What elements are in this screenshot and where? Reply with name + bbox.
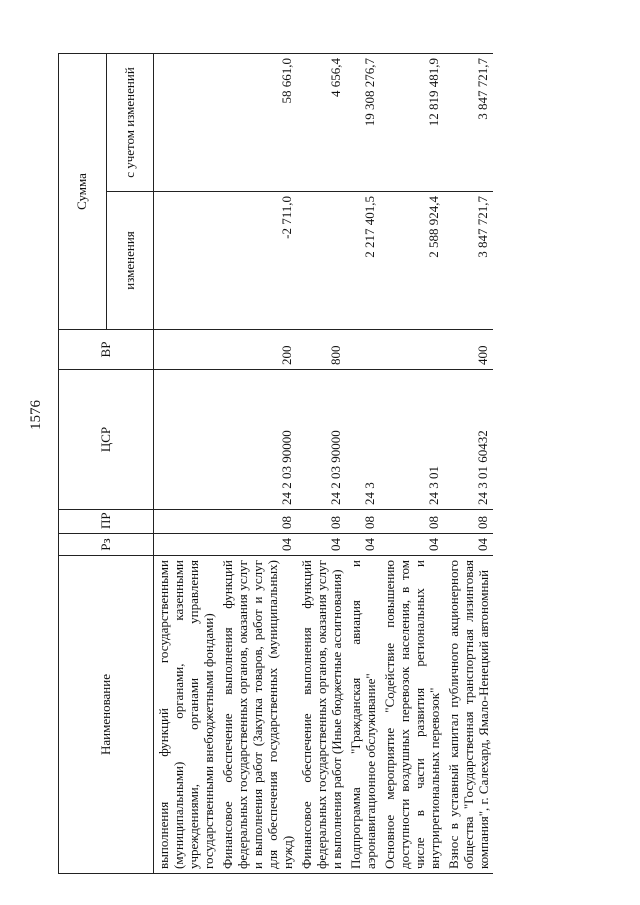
row-pr: 08 [346, 510, 380, 534]
row-pr: 08 [444, 510, 493, 534]
row-rz: 04 [218, 534, 297, 556]
row-rz: 04 [444, 534, 493, 556]
row-total: 4 656,4 [297, 54, 346, 192]
row-total: 19 308 276,7 [346, 54, 380, 192]
row-rz: 04 [346, 534, 380, 556]
row-changes [297, 192, 346, 330]
row-pr [154, 510, 219, 534]
page-number: 1576 [28, 400, 44, 430]
row-rz: 04 [380, 534, 444, 556]
row-name: выполнения функций государственными (муниципальными) органами, казенными учреждениями, органами управления государственными внебюджетными фондами) [154, 556, 219, 874]
budget-table-rotated [58, 54, 598, 874]
row-pr: 08 [380, 510, 444, 534]
row-changes: -2 711,0 [218, 192, 297, 330]
row-total: 3 847 721,7 [444, 54, 493, 192]
table-row [218, 54, 297, 874]
table-row [380, 54, 444, 874]
table-row [297, 54, 346, 874]
row-vr: 800 [297, 330, 346, 370]
row-changes: 3 847 721,7 [444, 192, 493, 330]
row-name: Основное мероприятие "Содействие повышению доступности воздушных перевозок населения, в том числе в части развития региональных и внутрирегиональных перевозок" [380, 556, 444, 874]
row-total: 58 661,0 [218, 54, 297, 192]
row-changes [154, 192, 219, 330]
header-sum: Сумма [59, 54, 107, 330]
row-name: Финансовое обеспечение выполнения функций федеральных государственных органов, оказания услуг и выполнения работ (Иные бюджетные ассигнования) [297, 556, 346, 874]
row-csr: 24 2 03 90000 [218, 370, 297, 510]
row-total: 12 819 481,9 [380, 54, 444, 192]
row-name: Финансовое обеспечение выполнения функций федеральных государственных органов, оказания услуг и выполнения работ (Закупка товаров, работ и услуг для обеспечения государственных (муниципальных) нужд) [218, 556, 297, 874]
row-csr: 24 2 03 90000 [297, 370, 346, 510]
table-row [444, 54, 493, 874]
header-vr: ВР [59, 330, 154, 370]
header-pr: ПР [59, 510, 154, 534]
table-row [346, 54, 380, 874]
header-csr: ЦСР [59, 370, 154, 510]
row-vr: 400 [444, 330, 493, 370]
row-rz [154, 534, 219, 556]
row-pr: 08 [218, 510, 297, 534]
row-name: Подпрограмма "Гражданская авиация и аэронавигационное обслуживание" [346, 556, 380, 874]
row-vr [346, 330, 380, 370]
row-csr [154, 370, 219, 510]
header-changes: изменения [106, 192, 154, 330]
row-name: Взнос в уставный капитал публичного акционерного общества "Государственная транспортная лизинговая компания", г. Салехард, Ямало-Ненецкий автономный [444, 556, 493, 874]
table-row [154, 54, 219, 874]
row-total [154, 54, 219, 192]
row-changes: 2 588 924,4 [380, 192, 444, 330]
row-csr: 24 3 [346, 370, 380, 510]
row-pr: 08 [297, 510, 346, 534]
header-with-changes: с учетом изменений [106, 54, 154, 192]
row-rz: 04 [297, 534, 346, 556]
row-vr [380, 330, 444, 370]
header-name: Наименование [59, 556, 154, 874]
row-csr: 24 3 01 [380, 370, 444, 510]
row-changes: 2 217 401,5 [346, 192, 380, 330]
budget-table [58, 53, 493, 874]
row-csr: 24 3 01 60432 [444, 370, 493, 510]
header-rz: Рз [59, 534, 154, 556]
row-vr: 200 [218, 330, 297, 370]
row-vr [154, 330, 219, 370]
